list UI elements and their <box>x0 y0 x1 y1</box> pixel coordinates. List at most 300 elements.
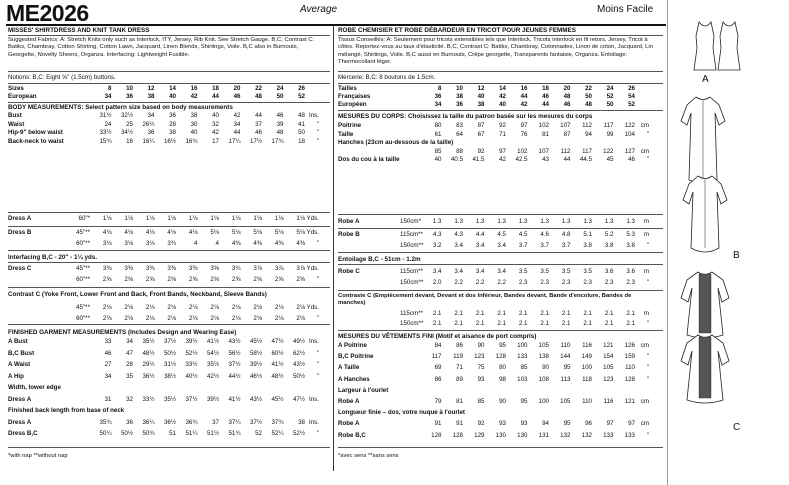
cell-value: 75 <box>477 364 485 372</box>
cell-value: 100 <box>581 364 592 372</box>
cell-value: 46 <box>276 112 284 119</box>
cell-value: 46 <box>628 156 635 163</box>
cell-value: 1.3 <box>518 218 528 225</box>
cell-value: 33½ <box>99 129 112 136</box>
unit: Yds. <box>306 265 319 272</box>
cell-value: 92 <box>499 122 506 129</box>
size-value: 8 <box>108 85 112 92</box>
divider <box>8 262 330 263</box>
divider <box>8 287 330 288</box>
cell-value: 5⅛ <box>253 229 262 236</box>
cell-value: 3⅜ <box>145 265 155 272</box>
table-row <box>338 409 649 417</box>
difficulty-en: Average <box>300 4 338 15</box>
cell-value: 112 <box>582 122 592 129</box>
table-row <box>338 387 649 395</box>
size-row <box>8 85 305 93</box>
cell-value: 2.2 <box>454 279 463 286</box>
cell-value: 2⅛ <box>210 315 219 322</box>
cell-value: 4.5 <box>497 231 506 238</box>
row-label: European <box>8 93 37 100</box>
table-row <box>338 432 649 440</box>
cell-value: 2⅛ <box>296 315 305 322</box>
cell-value: 105 <box>603 364 614 372</box>
table-row <box>338 420 649 428</box>
cell-value: 54½ <box>206 349 219 357</box>
table-row <box>338 279 649 287</box>
size-value: 26 <box>298 85 305 92</box>
cell-value: 1⅛ <box>296 215 305 222</box>
row-label: Tailles <box>338 85 357 92</box>
cell-value: 48½ <box>142 349 155 357</box>
cell-value: 87 <box>563 130 571 138</box>
cell-value: 50 <box>298 129 305 136</box>
cell-value: 42 <box>212 129 219 136</box>
table-row <box>338 156 649 164</box>
unit: " <box>316 120 319 128</box>
cell-value: 43½ <box>249 395 262 403</box>
cell-value: 2.1 <box>454 320 463 327</box>
cell-value: 4⅜ <box>253 240 262 247</box>
cell-value: 3⅜ <box>124 265 133 272</box>
cell-value: 16¼ <box>142 137 155 145</box>
cell-value: 50½ <box>120 430 133 437</box>
cell-value: 129 <box>474 431 485 439</box>
size-value: 14 <box>499 85 506 92</box>
cell-value: 3⅞ <box>253 265 262 272</box>
cell-value: 52½ <box>292 430 305 437</box>
cell-value: 113 <box>560 375 571 383</box>
cell-value: 133 <box>517 353 528 361</box>
size-value: 48 <box>585 101 592 108</box>
size-value: 34 <box>104 93 112 100</box>
cell-value: 105 <box>560 398 571 405</box>
table-row <box>8 112 319 120</box>
cell-value: 32 <box>212 120 219 128</box>
size-value: 12 <box>147 85 155 92</box>
table-row <box>8 229 319 237</box>
cell-value: 47½ <box>271 338 284 345</box>
cell-value: 1⅛ <box>231 215 241 222</box>
cell-value: 2.3 <box>561 279 571 286</box>
cell-value: 2.1 <box>432 320 442 327</box>
cell-value: 2.1 <box>497 310 506 317</box>
section-heading: Contrast C (Yoke Front, Lower Front and Back, Front Bands, Neckband, Sleeve Bands) <box>8 291 267 298</box>
paragraph: Tissus Conseillés: A: Seulement pour tricots extensibles tels que Interlock, Tricots interlock en fil retors, Jersey, Tricot à côtes. Reportez-vous au taux d'élasticité. B,C, Contrast C: Batiks, Chambray, Cotonnades, Linon de coton, Jacquard, Lin mélangé, Shirtings, Voile. B,C aussi en Burnouts, Crêpe georgette, Transparents fantaisie, Organza. Entoilage: Thermocollant léger. <box>338 37 654 66</box>
cell-value: 117 <box>603 122 614 129</box>
size-value: 26 <box>628 85 635 92</box>
cell-value: 43½ <box>292 361 305 368</box>
cell-value: 34 <box>104 372 112 380</box>
difficulty-fr: Moins Facile <box>597 4 654 15</box>
cell-value: 36¾ <box>185 418 198 426</box>
cell-value: 48 <box>298 112 305 119</box>
cell-value: 92 <box>477 420 485 428</box>
size-value: 40 <box>169 93 176 100</box>
figure-label-b: B <box>733 250 740 261</box>
cell-value: 2.1 <box>432 310 442 317</box>
cell-value: 103 <box>517 375 528 383</box>
cell-value: 31½ <box>163 361 176 368</box>
cell-value: 95 <box>520 398 528 405</box>
cell-value: 47½ <box>292 395 305 403</box>
cell-value: 1⅛ <box>167 215 176 222</box>
cell-value: 44 <box>563 156 571 163</box>
unit: Ins. <box>309 395 319 403</box>
cell-value: 3.4 <box>454 268 463 275</box>
table-row <box>8 276 319 284</box>
cell-value: 32 <box>126 395 133 403</box>
cell-value: 138 <box>538 353 549 361</box>
cell-value: 1⅛ <box>188 215 198 222</box>
unit: Ins. <box>309 338 319 345</box>
size-value: 18 <box>212 85 219 92</box>
size-value: 48 <box>563 93 571 100</box>
cell-value: 95 <box>563 420 571 428</box>
cell-value: 34 <box>126 338 133 345</box>
unit: Ins. <box>309 418 319 426</box>
cell-value: 41½ <box>271 361 284 368</box>
cell-value: 2.1 <box>518 310 528 317</box>
cell-value: 2⅝ <box>102 276 112 283</box>
cell-value: 38 <box>190 112 198 119</box>
cell-value: 51¼ <box>185 430 198 437</box>
table-row <box>8 215 319 223</box>
shirtdress-back-icon <box>683 176 727 252</box>
cell-value: 2.1 <box>604 320 614 327</box>
cell-value: 17¾ <box>271 137 284 145</box>
cell-value: 36 <box>147 129 155 136</box>
contrast-dress-back-icon <box>681 335 729 403</box>
size-value: 50 <box>585 93 592 100</box>
fabric-width: 150cm** <box>400 242 424 249</box>
table-row <box>338 131 649 139</box>
cell-value: 3⅜ <box>102 265 112 272</box>
cell-value: 2.3 <box>540 279 549 286</box>
row-label: Dress B,C <box>8 430 38 437</box>
cell-value: 45 <box>606 156 614 163</box>
cell-value: 3.8 <box>604 242 614 249</box>
cell-value: 122 <box>624 122 635 129</box>
unit: Ins. <box>309 112 319 119</box>
cell-value: 50¼ <box>99 430 112 437</box>
cell-value: 36½ <box>142 372 155 380</box>
cell-value: 144 <box>560 353 571 361</box>
cell-value: 2.1 <box>497 320 506 327</box>
table-row <box>338 376 649 384</box>
cell-value: 41½ <box>206 338 219 345</box>
cell-value: 95 <box>499 342 506 349</box>
unit: " <box>646 353 649 361</box>
cell-value: 80 <box>434 122 442 129</box>
cell-value: 4.3 <box>432 231 442 238</box>
table-row <box>8 430 319 438</box>
size-value: 14 <box>169 85 176 92</box>
table-row <box>338 310 649 318</box>
cell-value: 93 <box>477 375 485 383</box>
cell-value: 107 <box>560 122 571 129</box>
cell-value: 108 <box>538 375 549 383</box>
unit: cm <box>640 147 649 155</box>
row-label: Finished back length from base of neck <box>8 407 125 414</box>
table-row <box>8 129 319 137</box>
row-label: Européen <box>338 101 367 108</box>
unit: " <box>646 375 649 383</box>
cell-value: 3.7 <box>540 242 549 249</box>
fabric-width: 45"** <box>76 304 90 311</box>
cell-value: 97 <box>628 420 635 428</box>
cell-value: 4⅛ <box>145 229 155 236</box>
cell-value: 69 <box>434 364 442 372</box>
cell-value: 2⅝ <box>231 276 241 283</box>
cell-value: 90 <box>499 398 506 405</box>
cell-value: 88 <box>456 147 463 155</box>
unit: cm <box>640 420 649 428</box>
cell-value: 133 <box>603 431 614 439</box>
cell-value: 96 <box>585 420 592 428</box>
cell-value: 2.1 <box>454 310 463 317</box>
cell-value: 16½ <box>163 137 176 145</box>
cell-value: 3.4 <box>497 242 506 249</box>
unit: " <box>316 430 319 437</box>
cell-value: 4⅜ <box>274 240 284 247</box>
cell-value: 51 <box>169 430 176 437</box>
cell-value: 51¾ <box>228 430 241 437</box>
size-value: 48 <box>255 93 262 100</box>
unit: " <box>646 156 649 163</box>
cell-value: 38 <box>169 129 176 136</box>
cell-value: 60½ <box>271 349 284 357</box>
cell-value: 2⅛ <box>124 304 133 311</box>
table-row <box>8 373 319 381</box>
cell-value: 92 <box>477 147 485 155</box>
divider <box>8 212 330 213</box>
cell-value: 127 <box>624 147 635 155</box>
unit: cm <box>640 398 649 405</box>
row-label: Dos du cou à la taille <box>338 156 400 163</box>
cell-value: 2.1 <box>583 310 592 317</box>
cell-value: 112 <box>560 147 571 155</box>
cell-value: 102 <box>517 147 528 155</box>
cell-value: 3.2 <box>432 242 442 249</box>
cell-value: 2.1 <box>561 320 571 327</box>
cell-value: 100 <box>517 342 528 349</box>
unit: cm <box>640 122 649 129</box>
cell-value: 4⅛ <box>167 229 176 236</box>
size-value: 22 <box>585 85 592 92</box>
cell-value: 5⅛ <box>231 229 241 236</box>
cell-value: 1.3 <box>475 218 485 225</box>
cell-value: 119 <box>453 353 463 361</box>
cell-value: 42.5 <box>515 156 528 163</box>
cell-value: 35½ <box>142 338 155 345</box>
cell-value: 89 <box>456 375 463 383</box>
cell-value: 43 <box>542 156 549 163</box>
cell-value: 128 <box>452 431 463 439</box>
table-row <box>8 384 319 392</box>
cell-value: 35½ <box>206 361 219 368</box>
cell-value: 41.5 <box>472 156 485 163</box>
cell-value: 37½ <box>163 338 176 345</box>
size-value: 12 <box>477 85 485 92</box>
unit: " <box>646 320 649 327</box>
table-row <box>8 350 319 358</box>
size-value: 52 <box>628 101 635 108</box>
cell-value: 34 <box>233 120 241 128</box>
row-label: Dress A <box>8 215 32 222</box>
cell-value: 1⅛ <box>274 215 284 222</box>
cell-value: 2⅛ <box>274 304 284 311</box>
cell-value: 4⅛ <box>102 229 112 236</box>
cell-value: 100 <box>538 398 549 405</box>
cell-value: 2.1 <box>561 310 571 317</box>
unit: m <box>643 310 649 317</box>
cell-value: 149 <box>581 353 592 361</box>
cell-value: 2.1 <box>604 310 614 317</box>
divider <box>8 324 330 325</box>
table-row <box>338 268 649 276</box>
cell-value: 44.5 <box>579 156 592 163</box>
section-heading: ROBE CHEMISIER ET ROBE DÉBARDEUR EN TRICOT POUR JEUNES FEMMES <box>338 27 576 34</box>
cell-value: 4.4 <box>475 231 485 238</box>
size-value: 38 <box>147 93 155 100</box>
cell-value: 1⅛ <box>124 215 133 222</box>
cell-value: 48 <box>276 129 284 136</box>
cell-value: 56½ <box>228 349 241 357</box>
footnote: *avec sens **sans sens <box>338 453 399 459</box>
fabric-width: 115cm** <box>400 268 423 275</box>
cell-value: 98 <box>499 375 506 383</box>
cell-value: 104 <box>624 130 635 138</box>
size-value: 36 <box>126 93 133 100</box>
cell-value: 132 <box>581 431 592 439</box>
cell-value: 84 <box>434 342 442 349</box>
cell-value: 3.5 <box>540 268 549 275</box>
cell-value: 93 <box>499 420 506 428</box>
cell-value: 133 <box>624 431 635 439</box>
cell-value: 86 <box>456 342 463 349</box>
table-row <box>8 138 319 146</box>
cell-value: 2⅛ <box>274 315 284 322</box>
cell-value: 2.1 <box>626 320 635 327</box>
cell-value: 85 <box>520 364 528 372</box>
cell-value: 48½ <box>271 372 284 380</box>
contrast-panel <box>699 274 711 333</box>
cell-value: 15¾ <box>99 137 112 145</box>
size-value: 36 <box>456 101 463 108</box>
cell-value: 102 <box>538 122 549 129</box>
row-label: Hip-9" below waist <box>8 129 63 136</box>
row-label: A Waist <box>8 361 31 368</box>
section-heading: Interfacing B,C - 20" - 1¼ yds. <box>8 254 98 261</box>
size-value: 20 <box>233 85 241 92</box>
cell-value: 4.3 <box>454 231 463 238</box>
cell-value: 94 <box>542 420 549 428</box>
row-label: Hanches (23cm au-dessous de la taille) <box>338 139 454 146</box>
size-row <box>8 93 305 101</box>
size-row <box>338 85 635 93</box>
cell-value: 2⅝ <box>145 276 155 283</box>
cell-value: 33½ <box>142 395 155 403</box>
table-row <box>8 338 319 346</box>
size-value: 16 <box>520 85 528 92</box>
cell-value: 91 <box>456 420 463 428</box>
cell-value: 3.4 <box>454 242 463 249</box>
row-label: Robe A <box>338 420 360 428</box>
size-row <box>338 93 635 101</box>
cell-value: 40 <box>434 156 442 163</box>
cell-value: 2⅛ <box>231 315 241 322</box>
cell-value: 2⅛ <box>167 304 176 311</box>
cell-value: 45½ <box>271 395 284 403</box>
unit: " <box>646 364 649 372</box>
cell-value: 123 <box>474 353 485 361</box>
cell-value: 4 <box>215 240 219 247</box>
unit: " <box>316 137 319 145</box>
size-value: 44 <box>212 93 219 100</box>
cell-value: 62½ <box>292 349 305 357</box>
cell-value: 41½ <box>228 395 241 403</box>
cell-value: 97 <box>520 122 528 129</box>
divider <box>338 290 663 291</box>
cell-value: 39 <box>276 120 284 128</box>
cell-value: 3⅛ <box>102 240 112 247</box>
divider <box>338 83 663 84</box>
size-value: 42 <box>499 93 506 100</box>
fabric-width: 45"** <box>76 229 90 236</box>
cell-value: 36 <box>126 418 133 426</box>
cell-value: 2⅛ <box>145 315 155 322</box>
cell-value: 43½ <box>228 338 241 345</box>
cell-value: 41 <box>298 120 305 128</box>
cell-value: 40½ <box>185 372 198 380</box>
cell-value: 3¾ <box>167 240 176 247</box>
cell-value: 2⅛ <box>253 304 262 311</box>
cell-value: 34 <box>147 112 155 119</box>
cell-value: 16¾ <box>185 137 198 145</box>
cell-value: 44 <box>255 112 262 119</box>
unit: Yds. <box>306 304 319 311</box>
unit: " <box>316 240 319 247</box>
cell-value: 2⅛ <box>296 304 305 311</box>
row-label: Dress B <box>8 229 32 236</box>
row-label: A Poitrine <box>338 342 367 349</box>
size-value: 52 <box>298 93 305 100</box>
unit: " <box>316 129 319 136</box>
cell-value: 2.1 <box>475 320 485 327</box>
cell-value: 31½ <box>99 112 112 119</box>
cell-value: 1.3 <box>540 218 549 225</box>
divider <box>338 228 663 229</box>
size-value: 46 <box>233 93 241 100</box>
cell-value: 35½ <box>163 395 176 403</box>
cell-value: 76 <box>520 130 528 138</box>
cell-value: 2⅛ <box>167 315 176 322</box>
size-value: 46 <box>542 93 549 100</box>
row-label: Dress C <box>8 265 32 272</box>
row-label: Dress A <box>8 395 32 403</box>
section-heading: FINISHED GARMENT MEASUREMENTS (Includes Design and Wearing Ease) <box>8 329 237 336</box>
cell-value: 2⅛ <box>210 304 219 311</box>
cell-value: 81 <box>542 130 549 138</box>
table-row <box>8 121 319 129</box>
cell-value: 2⅛ <box>145 304 155 311</box>
cell-value: 37½ <box>185 395 198 403</box>
cell-value: 38½ <box>163 372 176 380</box>
section-heading: Entoilage B,C - 51cm - 1.2m <box>338 256 421 263</box>
divider <box>338 447 663 448</box>
unit: Yds. <box>306 215 319 222</box>
